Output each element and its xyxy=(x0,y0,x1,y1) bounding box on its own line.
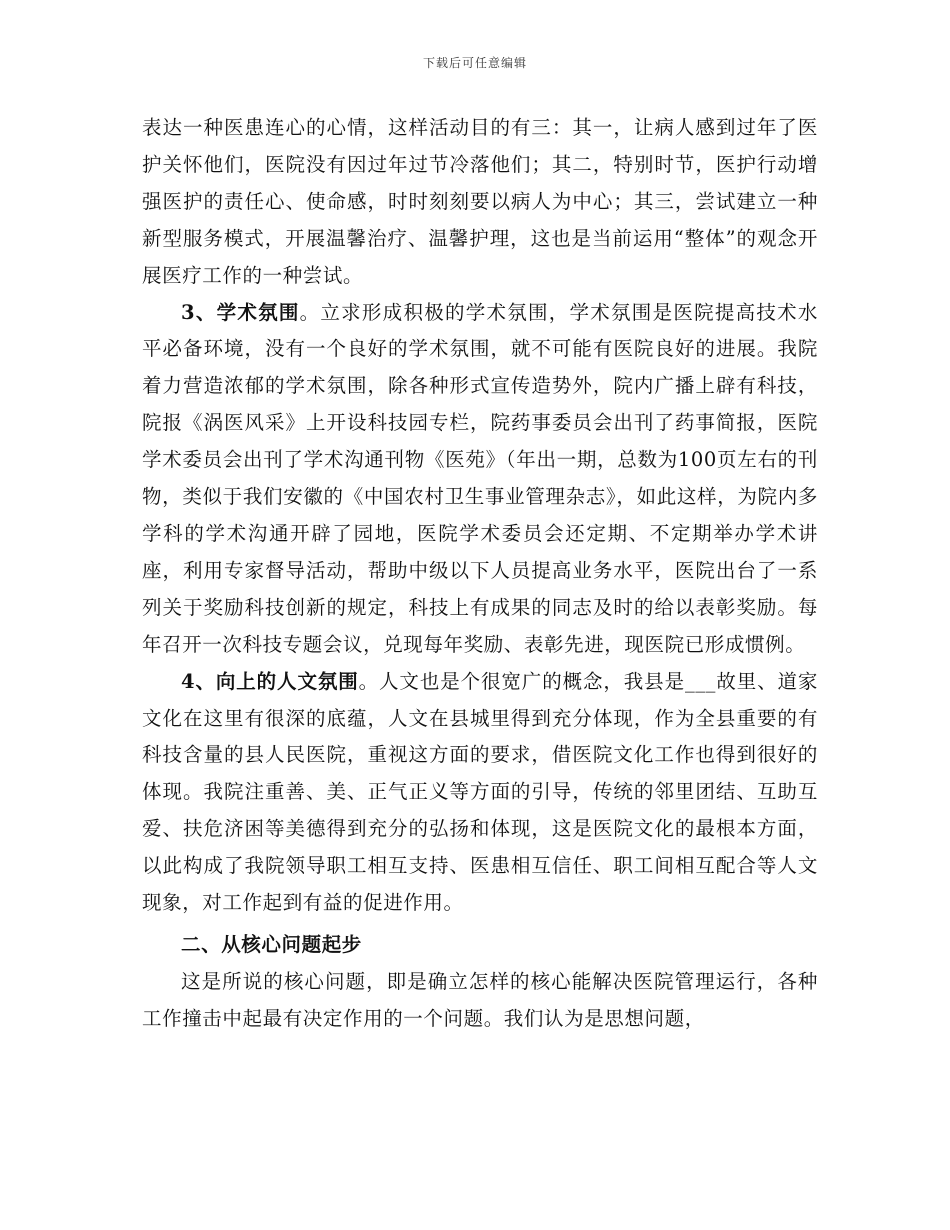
paragraph-text: 。人文也是个很宽广的概念，我县是___故里、道家文化在这里有很深的底蕴，人文在县城里得到充分体现，作为全县重要的有科技含量的县人民医院，重视这方面的要求，借医院文化工作也得到很好的体现。我院注重善、美、正气正义等方面的引导，传统的邻里团结、互助互爱、扶危济困等美德得到充分的弘扬和体现，这是医院文化的最根本方面，以此构成了我院领导职工相互支持、医患相互信任、职工间相互配合等人文现象，对工作起到有益的促进作用。 xyxy=(142,669,819,915)
paragraph-humanistic-atmosphere xyxy=(142,664,818,922)
paragraph-academic-atmosphere xyxy=(142,295,818,664)
paragraph-text: 这是所说的核心问题，即是确立怎样的核心能解决医院管理运行，各种工作撞击中起最有决定作用的一个问题。我们认为是思想问题， xyxy=(142,969,818,1030)
paragraph-text: 表达一种医患连心的心情，这样活动目的有三：其一，让病人感到过年了医护关怀他们，医院没有因过年过节冷落他们；其二，特别时节，医护行动增强医护的责任心、使命感，时时刻刻要以病人为中心；其三，尝试建立一种新型服务模式，开展温馨治疗、温馨护理，这也是当前运用“整体”的观念开展医疗工作的一种尝试。 xyxy=(142,116,818,287)
section-heading: 二、从核心问题起步 xyxy=(181,932,362,956)
paragraph-lead: 3、学术氛围 xyxy=(181,300,300,324)
paragraph-continuation xyxy=(142,110,818,295)
paragraph-lead: 4、向上的人文氛围 xyxy=(181,669,359,693)
document-body xyxy=(142,110,818,1038)
paragraph-text: 。立求形成积极的学术氛围，学术氛围是医院提高技术水平必备环境，没有一个良好的学术氛围，就不可能有医院良好的进展。我院着力营造浓郁的学术氛围，除各种形式宣传造势外，院内广播上辟有科技，院报《涡医风采》上开设科技园专栏，院药事委员会出刊了药事简报，医院学术委员会出刊了学术沟通刊物《医苑》（年出一期，总数为100页左右的刊物，类似于我们安徽的《中国农村卫生事业管理杂志》，如此这样，为院内多学科的学术沟通开辟了园地，医院学术委员会还定期、不定期举办学术讲座，利用专家督导活动，帮助中级以下人员提高业务水平，医院出台了一系列关于奖励科技创新的规定，科技上有成果的同志及时的给以表彰奖励。每年召开一次科技专题会议，兑现每年奖励、表彰先进，现医院已形成惯例。 xyxy=(142,300,818,656)
page-header: 下载后可任意编辑 xyxy=(422,56,527,70)
paragraph-core-issue xyxy=(142,964,818,1038)
